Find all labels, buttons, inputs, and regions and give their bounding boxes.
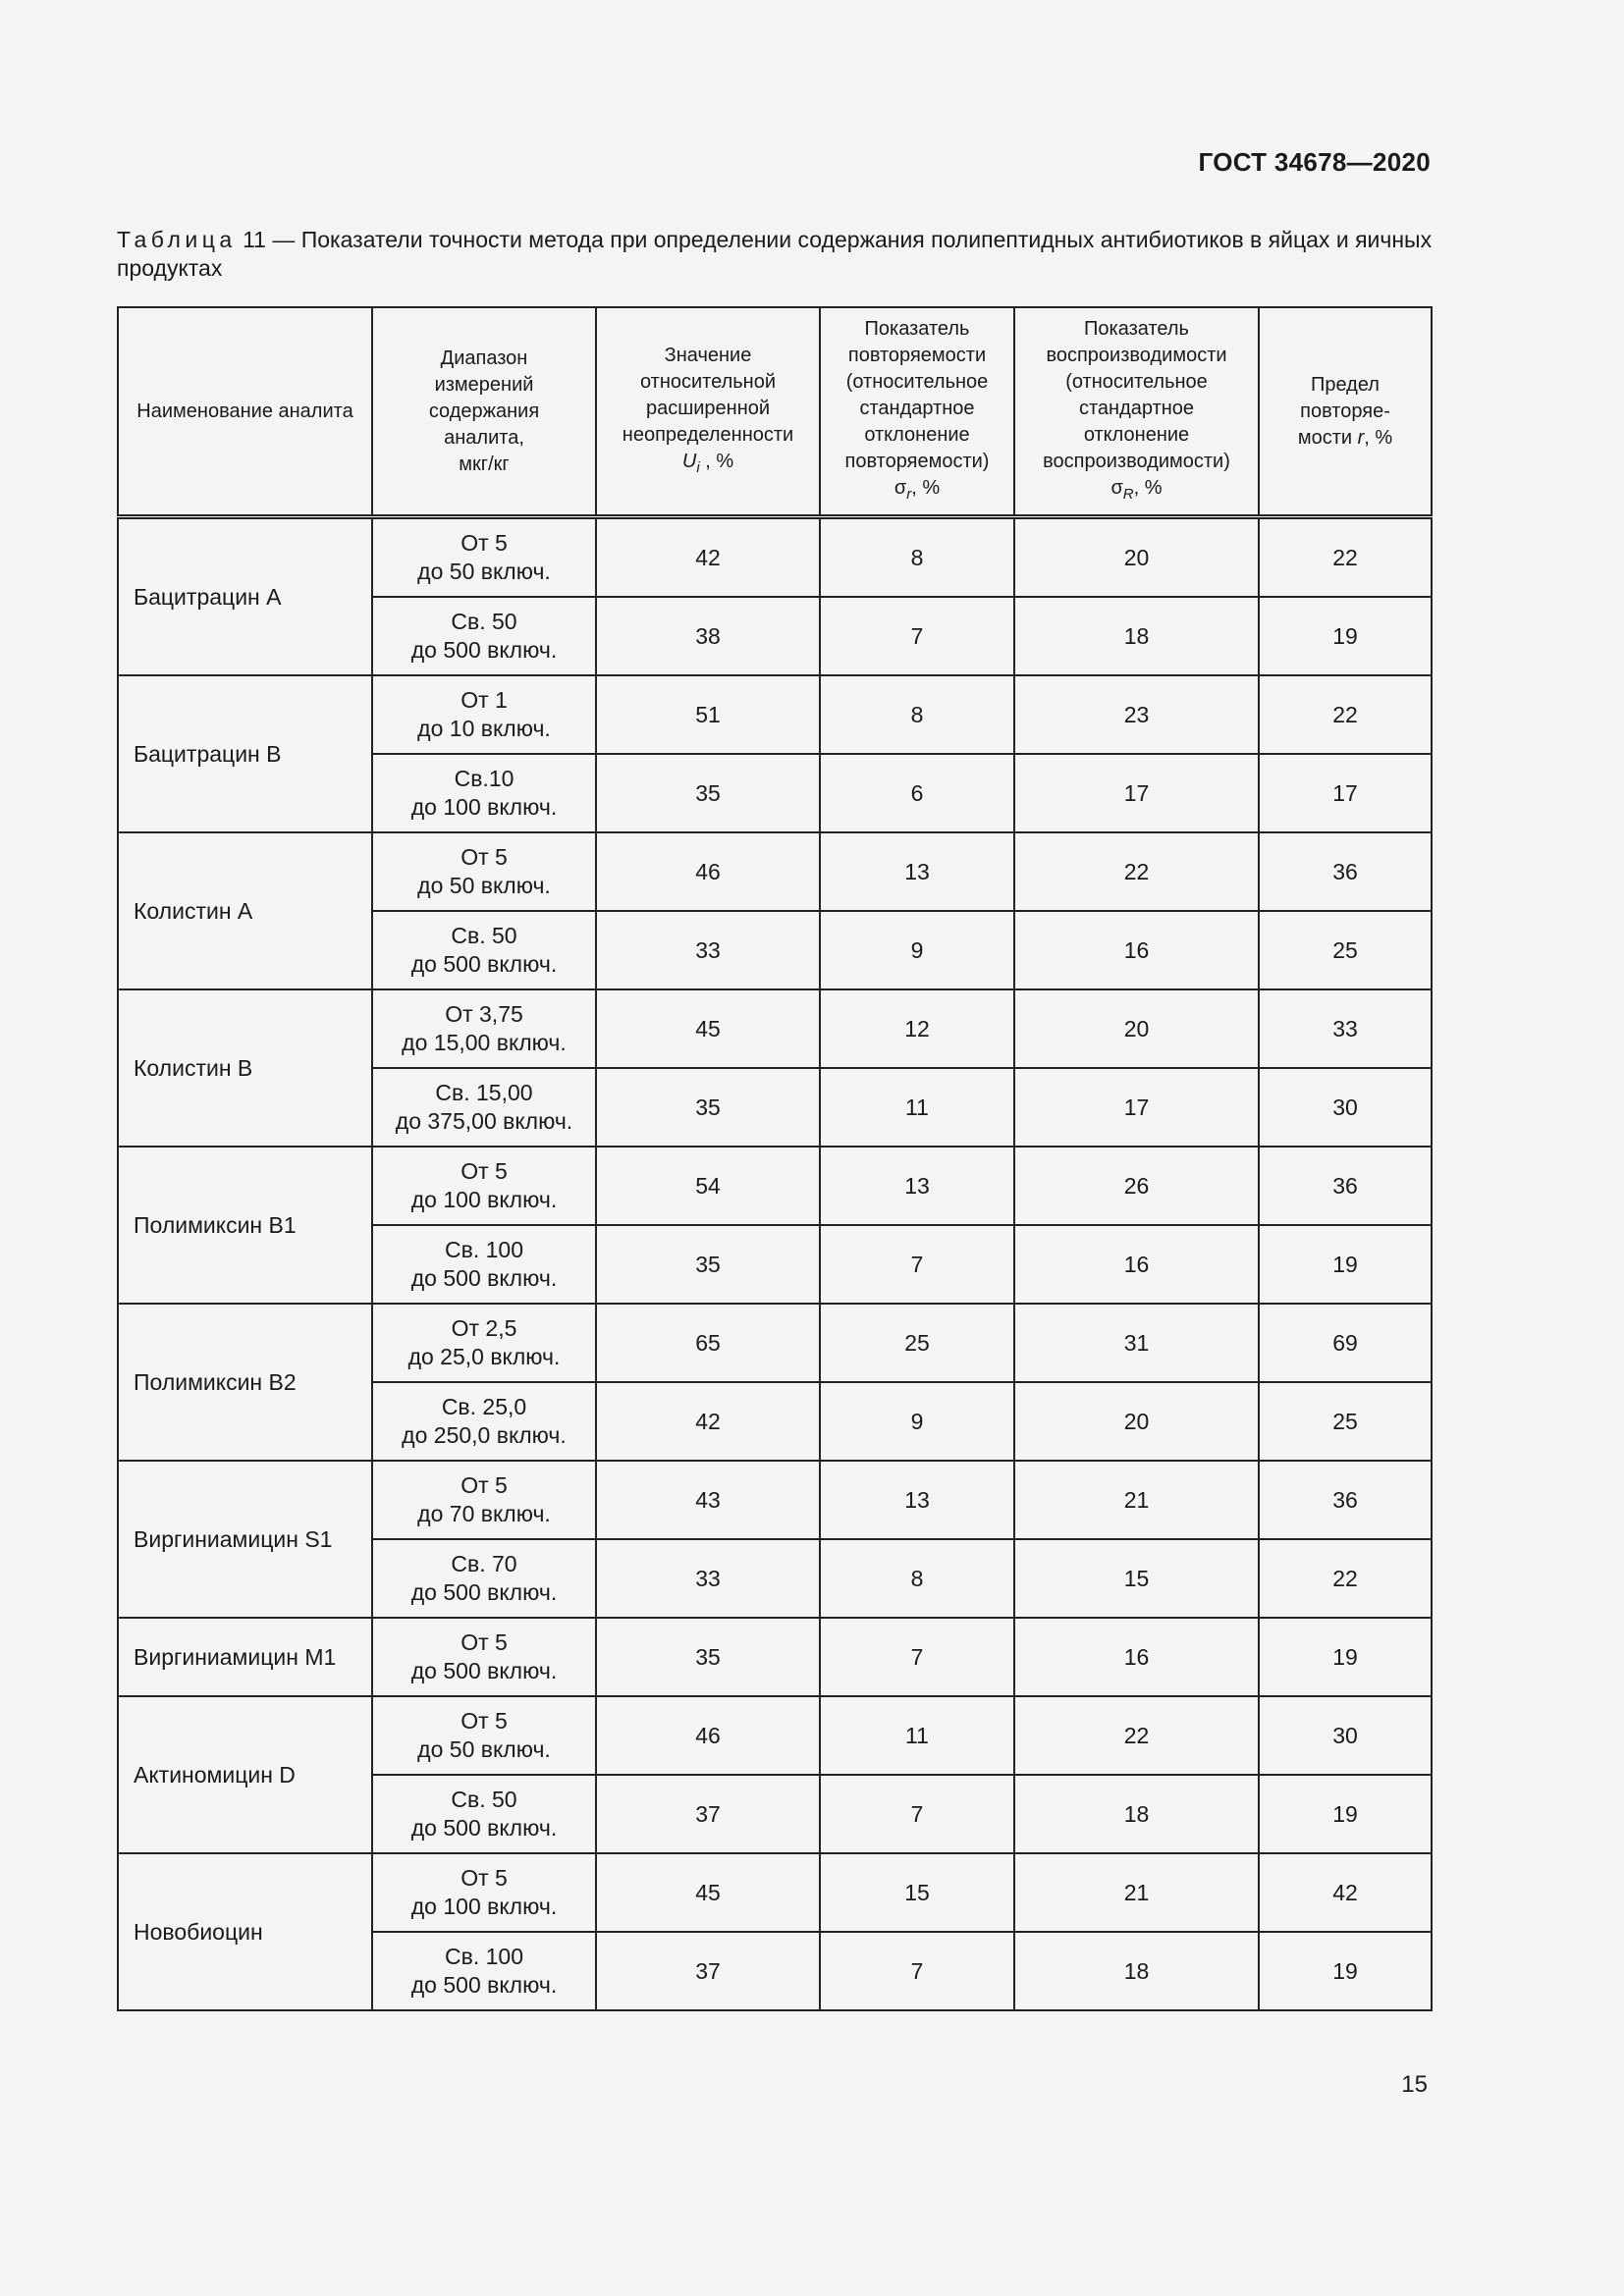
- range-from: Св. 15,00: [435, 1080, 533, 1105]
- repeatability-limit-value: 19: [1259, 1225, 1432, 1304]
- range-from: От 5: [460, 844, 508, 870]
- range-to: до 250,0 включ.: [402, 1422, 567, 1448]
- reproducibility-value: 17: [1014, 754, 1259, 832]
- header-repeatability: [820, 307, 1014, 517]
- repeatability-value: 8: [820, 1539, 1014, 1618]
- header-repeatability-symbol: σ: [893, 476, 907, 499]
- repeatability-value: 7: [820, 1618, 1014, 1696]
- repeatability-limit-value: 30: [1259, 1068, 1432, 1147]
- header-limit-line: повторяе-: [1300, 400, 1390, 422]
- range-to: до 70 включ.: [417, 1501, 551, 1526]
- header-analyte-text: Наименование аналита: [136, 400, 353, 422]
- header-range-line: мкг/кг: [459, 453, 510, 475]
- repeatability-value: 11: [820, 1696, 1014, 1775]
- table-row: [118, 1618, 1432, 1696]
- header-uncertainty-line: относительной: [639, 370, 776, 393]
- uncertainty-value: 35: [596, 1068, 820, 1147]
- repeatability-limit-value: 19: [1259, 1618, 1432, 1696]
- reproducibility-value: 21: [1014, 1461, 1259, 1539]
- uncertainty-value: 38: [596, 597, 820, 675]
- range-cell: [372, 1853, 596, 1932]
- uncertainty-value: 33: [596, 911, 820, 989]
- repeatability-value: 8: [820, 675, 1014, 754]
- range-from: От 3,75: [445, 1001, 523, 1027]
- range-to: до 50 включ.: [417, 1736, 551, 1762]
- repeatability-limit-value: 19: [1259, 1932, 1432, 2010]
- header-range: [372, 307, 596, 517]
- range-from: От 5: [460, 1472, 508, 1498]
- reproducibility-value: 18: [1014, 597, 1259, 675]
- range-cell: [372, 1304, 596, 1382]
- header-repeatability-line: стандартное: [859, 397, 975, 419]
- table-row: [118, 1461, 1432, 1539]
- repeatability-value: 7: [820, 1775, 1014, 1853]
- header-repeatability-line: отклонение: [864, 423, 970, 446]
- range-cell: [372, 1382, 596, 1461]
- reproducibility-value: 15: [1014, 1539, 1259, 1618]
- reproducibility-value: 18: [1014, 1775, 1259, 1853]
- header-repeatability-limit: [1259, 307, 1432, 517]
- range-cell: [372, 989, 596, 1068]
- header-reproducibility-line: (относительное: [1065, 370, 1208, 393]
- repeatability-limit-value: 22: [1259, 1539, 1432, 1618]
- range-to: до 25,0 включ.: [407, 1344, 561, 1369]
- uncertainty-value: 46: [596, 1696, 820, 1775]
- reproducibility-value: 18: [1014, 1932, 1259, 2010]
- range-to: до 15,00 включ.: [402, 1030, 567, 1055]
- range-to: до 500 включ.: [410, 637, 558, 663]
- header-repeatability-line: повторяемости: [847, 344, 987, 366]
- range-cell: [372, 675, 596, 754]
- reproducibility-value: 20: [1014, 989, 1259, 1068]
- repeatability-limit-value: 36: [1259, 1461, 1432, 1539]
- range-cell: [372, 754, 596, 832]
- reproducibility-value: 20: [1014, 1382, 1259, 1461]
- analyte-name: Полимиксин B2: [118, 1304, 372, 1461]
- repeatability-limit-value: 19: [1259, 597, 1432, 675]
- header-reproducibility: [1014, 307, 1259, 517]
- analyte-name: Колистин A: [118, 832, 372, 989]
- header-limit-line: Предел: [1311, 373, 1380, 396]
- repeatability-limit-value: 36: [1259, 832, 1432, 911]
- analyte-name: Актиномицин D: [118, 1696, 372, 1853]
- range-from: Св. 70: [451, 1551, 517, 1576]
- repeatability-value: 11: [820, 1068, 1014, 1147]
- uncertainty-value: 42: [596, 1382, 820, 1461]
- uncertainty-value: 33: [596, 1539, 820, 1618]
- table-row: [118, 1304, 1432, 1382]
- repeatability-value: 13: [820, 1147, 1014, 1225]
- uncertainty-value: 37: [596, 1775, 820, 1853]
- range-from: От 2,5: [451, 1315, 517, 1341]
- uncertainty-value: 65: [596, 1304, 820, 1382]
- uncertainty-value: 35: [596, 1225, 820, 1304]
- range-from: Св.10: [454, 766, 514, 791]
- header-range-line: Диапазон: [440, 347, 528, 369]
- range-cell: [372, 1147, 596, 1225]
- range-cell: [372, 1932, 596, 2010]
- header-limit-symbol: r: [1357, 426, 1365, 449]
- range-cell: [372, 1775, 596, 1853]
- range-to: до 500 включ.: [410, 1815, 558, 1841]
- range-cell: [372, 1539, 596, 1618]
- repeatability-value: 7: [820, 1225, 1014, 1304]
- header-range-line: содержания: [428, 400, 540, 422]
- header-reproducibility-unit: , %: [1133, 476, 1163, 499]
- range-from: От 5: [460, 1865, 508, 1891]
- header-reproducibility-subscript: R: [1122, 485, 1134, 503]
- repeatability-limit-value: 42: [1259, 1853, 1432, 1932]
- range-to: до 500 включ.: [410, 1579, 558, 1605]
- reproducibility-value: 21: [1014, 1853, 1259, 1932]
- table-row: [118, 1853, 1432, 1932]
- precision-table: [117, 306, 1433, 2011]
- range-from: Св. 50: [451, 1787, 517, 1812]
- repeatability-value: 7: [820, 1932, 1014, 2010]
- table-caption-text: 11 — Показатели точности метода при определении содержания полипептидных антибиотиков в яйцах и яичных продуктах: [117, 227, 1433, 281]
- range-to: до 100 включ.: [410, 794, 558, 820]
- repeatability-limit-value: 19: [1259, 1775, 1432, 1853]
- header-limit-line: мости: [1297, 426, 1358, 449]
- repeatability-limit-value: 22: [1259, 675, 1432, 754]
- repeatability-value: 9: [820, 911, 1014, 989]
- uncertainty-value: 35: [596, 1618, 820, 1696]
- reproducibility-value: 31: [1014, 1304, 1259, 1382]
- header-uncertainty-line: расширенной: [645, 397, 771, 419]
- table-row: [118, 1696, 1432, 1775]
- range-cell: [372, 1618, 596, 1696]
- header-repeatability-subscript: r: [906, 485, 912, 503]
- range-from: Св. 50: [451, 609, 517, 634]
- header-uncertainty-unit: , %: [699, 450, 734, 472]
- repeatability-value: 7: [820, 597, 1014, 675]
- analyte-name: Виргиниамицин S1: [118, 1461, 372, 1618]
- analyte-name: Полимиксин B1: [118, 1147, 372, 1304]
- page-number: 15: [1401, 2071, 1428, 2098]
- repeatability-limit-value: 25: [1259, 1382, 1432, 1461]
- reproducibility-value: 22: [1014, 1696, 1259, 1775]
- range-cell: [372, 1225, 596, 1304]
- reproducibility-value: 16: [1014, 1225, 1259, 1304]
- repeatability-limit-value: 33: [1259, 989, 1432, 1068]
- range-to: до 500 включ.: [410, 951, 558, 977]
- range-to: до 50 включ.: [417, 873, 551, 898]
- range-cell: [372, 597, 596, 675]
- repeatability-limit-value: 25: [1259, 911, 1432, 989]
- uncertainty-value: 45: [596, 989, 820, 1068]
- header-uncertainty-line: неопределенности: [622, 423, 794, 446]
- range-from: Св. 100: [445, 1944, 523, 1969]
- reproducibility-value: 16: [1014, 911, 1259, 989]
- range-from: Св. 50: [451, 923, 517, 948]
- table-body: [118, 517, 1432, 2011]
- table-row: [118, 832, 1432, 911]
- uncertainty-value: 37: [596, 1932, 820, 2010]
- range-cell: [372, 1696, 596, 1775]
- header-reproducibility-line: стандартное: [1078, 397, 1195, 419]
- analyte-name: Колистин B: [118, 989, 372, 1147]
- table-header-row: [118, 307, 1432, 517]
- table-row: [118, 517, 1432, 598]
- repeatability-limit-value: 30: [1259, 1696, 1432, 1775]
- repeatability-value: 8: [820, 517, 1014, 598]
- range-to: до 500 включ.: [410, 1265, 558, 1291]
- header-reproducibility-symbol: σ: [1110, 476, 1123, 499]
- header-analyte: [118, 307, 372, 517]
- header-repeatability-line: (относительное: [845, 370, 989, 393]
- range-from: Св. 25,0: [441, 1394, 527, 1419]
- table-caption: [117, 226, 1433, 283]
- range-to: до 100 включ.: [410, 1187, 558, 1212]
- repeatability-value: 13: [820, 832, 1014, 911]
- range-from: От 5: [460, 1158, 508, 1184]
- uncertainty-value: 43: [596, 1461, 820, 1539]
- range-cell: [372, 911, 596, 989]
- header-uncertainty: [596, 307, 820, 517]
- header-repeatability-line: Показатель: [864, 317, 970, 340]
- analyte-name: Новобиоцин: [118, 1853, 372, 2010]
- reproducibility-value: 17: [1014, 1068, 1259, 1147]
- range-from: От 5: [460, 1629, 508, 1655]
- range-to: до 375,00 включ.: [395, 1108, 573, 1134]
- analyte-name: Бацитрацин B: [118, 675, 372, 832]
- header-reproducibility-line: воспроизводимости: [1046, 344, 1227, 366]
- repeatability-value: 15: [820, 1853, 1014, 1932]
- range-to: до 10 включ.: [417, 716, 551, 741]
- range-from: От 5: [460, 1708, 508, 1734]
- table-row: [118, 1147, 1432, 1225]
- header-uncertainty-line: Значение: [664, 344, 752, 366]
- range-to: до 50 включ.: [417, 559, 551, 584]
- repeatability-value: 12: [820, 989, 1014, 1068]
- analyte-name: Бацитрацин A: [118, 517, 372, 676]
- repeatability-value: 6: [820, 754, 1014, 832]
- uncertainty-value: 46: [596, 832, 820, 911]
- standard-designation: ГОСТ 34678—2020: [1198, 147, 1431, 177]
- uncertainty-value: 51: [596, 675, 820, 754]
- range-to: до 500 включ.: [410, 1972, 558, 1998]
- reproducibility-value: 16: [1014, 1618, 1259, 1696]
- range-to: до 100 включ.: [410, 1894, 558, 1919]
- repeatability-limit-value: 69: [1259, 1304, 1432, 1382]
- range-to: до 500 включ.: [410, 1658, 558, 1683]
- reproducibility-value: 20: [1014, 517, 1259, 598]
- reproducibility-value: 23: [1014, 675, 1259, 754]
- repeatability-value: 25: [820, 1304, 1014, 1382]
- header-uncertainty-symbol: U: [681, 450, 697, 472]
- uncertainty-value: 45: [596, 1853, 820, 1932]
- header-repeatability-line: повторяемости): [844, 450, 990, 472]
- header-range-line: аналита,: [444, 426, 524, 449]
- repeatability-value: 9: [820, 1382, 1014, 1461]
- table-caption-prefix: Таблица: [117, 227, 237, 252]
- header-uncertainty-subscript: i: [696, 458, 700, 476]
- header-repeatability-unit: , %: [911, 476, 941, 499]
- table-row: [118, 989, 1432, 1068]
- reproducibility-value: 22: [1014, 832, 1259, 911]
- repeatability-limit-value: 36: [1259, 1147, 1432, 1225]
- analyte-name: Виргиниамицин M1: [118, 1618, 372, 1696]
- range-from: От 5: [460, 530, 508, 556]
- repeatability-value: 13: [820, 1461, 1014, 1539]
- range-cell: [372, 1461, 596, 1539]
- uncertainty-value: 42: [596, 517, 820, 598]
- range-from: Св. 100: [445, 1237, 523, 1262]
- repeatability-limit-value: 22: [1259, 517, 1432, 598]
- uncertainty-value: 35: [596, 754, 820, 832]
- uncertainty-value: 54: [596, 1147, 820, 1225]
- range-from: От 1: [460, 687, 508, 713]
- header-reproducibility-line: отклонение: [1083, 423, 1190, 446]
- header-reproducibility-line: воспроизводимости): [1043, 450, 1230, 472]
- header-reproducibility-line: Показатель: [1084, 317, 1189, 340]
- range-cell: [372, 1068, 596, 1147]
- range-cell: [372, 832, 596, 911]
- table-row: [118, 675, 1432, 754]
- range-cell: [372, 517, 596, 598]
- repeatability-limit-value: 17: [1259, 754, 1432, 832]
- reproducibility-value: 26: [1014, 1147, 1259, 1225]
- header-range-line: измерений: [434, 373, 534, 396]
- header-limit-unit: , %: [1364, 426, 1393, 449]
